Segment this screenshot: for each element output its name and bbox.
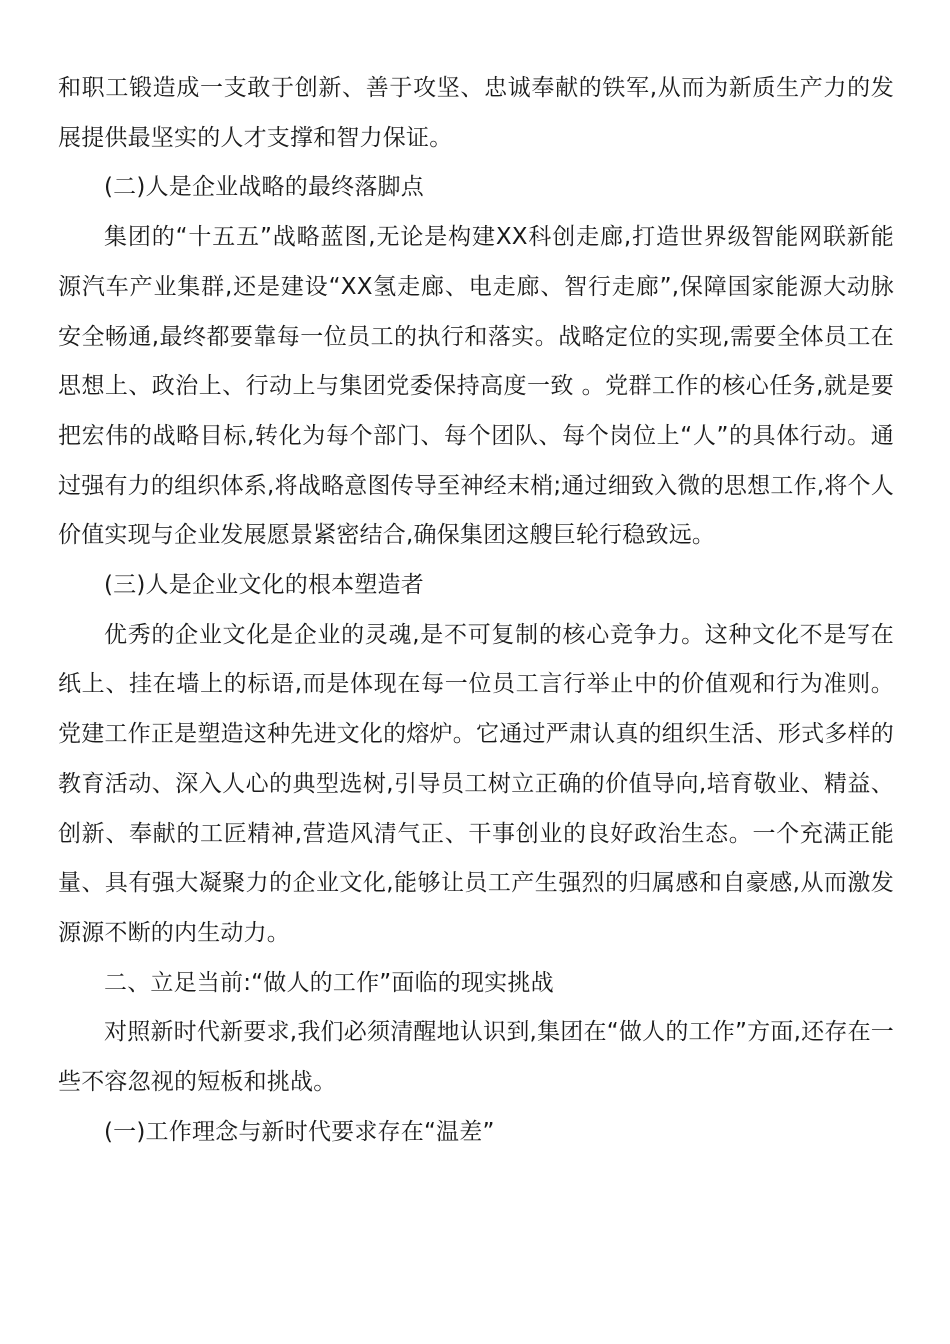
chapter-heading-2: 二、立足当前:“做人的工作”面临的现实挑战 [104, 969, 554, 996]
document-body [58, 64, 894, 1157]
section-heading-challenge-1: (一)工作理念与新时代要求存在“温差” [104, 1118, 495, 1145]
section-heading-2: (二)人是企业战略的最终落脚点 [104, 174, 424, 201]
paragraph-challenges: 对照新时代新要求,我们必须清醒地认识到,集团在“做人的工作”方面,还存在一些不容忽视的短板和挑战。 [58, 1019, 894, 1096]
paragraph-strategy: 集团的“十五五”战略蓝图,无论是构建XX科创走廊,打造世界级智能网联新能源汽车产业集群,还是建设“XX氢走廊、电走廊、智行走廊”,保障国家能源大动脉安全畅通,最终都要靠每一位员工的执行和落实。战略定位的实现,需要全体员工在思想上、政治上、行动上与集团党委保持高度一致 。党群工作的核心任务,就是要把宏伟的战略目标,转化为每个部门、每个团队、每个岗位上“人”的具体行动。通过强有力的组织体系,将战略意图传导至神经末梢;通过细致入微的思想工作,将个人价值实现与企业发展愿景紧密结合,确保集团这艘巨轮行稳致远。 [58, 224, 894, 549]
paragraph-continued: 和职工锻造成一支敢于创新、善于攻坚、忠诚奉献的铁军,从而为新质生产力的发展提供最坚实的人才支撑和智力保证。 [58, 75, 894, 151]
paragraph-culture: 优秀的企业文化是企业的灵魂,是不可复制的核心竞争力。这种文化不是写在纸上、挂在墙上的标语,而是体现在每一位员工言行举止中的价值观和行为准则。党建工作正是塑造这种先进文化的熔炉。它通过严肃认真的组织生活、形式多样的教育活动、深入人心的典型选树,引导员工树立正确的价值导向,培育敬业、精益、创新、奉献的工匠精神,营造风清气正、干事创业的良好政治生态。一个充满正能量、具有强大凝聚力的企业文化,能够让员工产生强烈的归属感和自豪感,从而激发源源不断的内生动力。 [58, 621, 894, 946]
section-heading-3: (三)人是企业文化的根本塑造者 [104, 572, 424, 599]
